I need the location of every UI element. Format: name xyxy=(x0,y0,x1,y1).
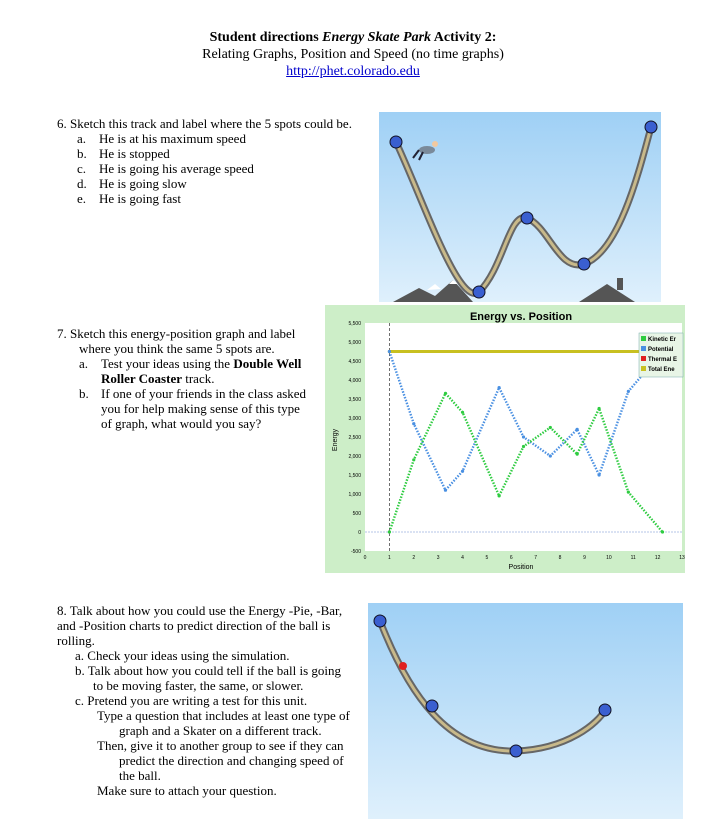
q7-item-b: b. If one of your friends in the class asked xyxy=(79,386,307,401)
track-node[interactable] xyxy=(521,212,533,224)
q8-give-line-cont2: the ball. xyxy=(119,768,161,783)
y-axis-label: Energy xyxy=(332,428,339,452)
double-well-track-image xyxy=(379,112,661,302)
track-node[interactable] xyxy=(374,615,386,627)
series-kinetic-point xyxy=(627,491,630,494)
energy-position-chart xyxy=(325,305,685,573)
q6-item-a: a. He is at his maximum speed xyxy=(77,131,246,146)
q7-item-b-cont1: you for help making sense of this type xyxy=(101,401,300,416)
y-tick-label: 0 xyxy=(358,530,361,536)
q8-item-a: a. Check your ideas using the simulation. xyxy=(75,648,290,663)
q8-line1: 8. Talk about how you could use the Energy -Pie, -Bar, xyxy=(57,603,343,618)
q6-item-e: e. He is going fast xyxy=(77,191,181,206)
q6-item-c: c. He is going his average speed xyxy=(77,161,254,176)
track-node[interactable] xyxy=(426,700,438,712)
track-node[interactable] xyxy=(390,136,402,148)
track-node[interactable] xyxy=(599,704,611,716)
series-potential-point xyxy=(597,473,600,476)
q7-item-b-cont2: of graph, what would you say? xyxy=(101,416,262,431)
x-tick-label: 7 xyxy=(534,555,538,561)
x-tick-label: 6 xyxy=(509,555,513,561)
x-tick-label: 13 xyxy=(679,555,685,561)
y-tick-label: -500 xyxy=(350,549,361,555)
series-potential-point xyxy=(522,435,525,438)
x-tick-label: 2 xyxy=(412,555,416,561)
track-node[interactable] xyxy=(578,258,590,270)
title-prefix: Student directions xyxy=(209,30,323,45)
q8-item-c: c. Pretend you are writing a test for this unit. xyxy=(75,693,308,708)
question-8 xyxy=(57,603,367,798)
series-kinetic-point xyxy=(444,392,447,395)
y-tick-label: 3,500 xyxy=(348,397,361,403)
y-tick-label: 5,500 xyxy=(348,321,361,327)
x-axis-label: Position xyxy=(508,564,534,571)
question-7 xyxy=(57,326,322,431)
x-tick-label: 8 xyxy=(558,555,562,561)
phet-link[interactable]: http://phet.colorado.edu xyxy=(286,64,420,79)
series-potential-point xyxy=(498,386,501,389)
legend-total-swatch[interactable] xyxy=(641,366,646,371)
q6-prompt: 6. Sketch this track and label where the 5 spots could be. xyxy=(57,116,352,131)
q6-item-b: b. He is stopped xyxy=(77,146,170,161)
y-tick-label: 2,000 xyxy=(348,454,361,460)
q7-line1: 7. Sketch this energy-position graph and label xyxy=(57,326,296,341)
x-tick-label: 5 xyxy=(485,555,489,561)
series-potential-point xyxy=(444,489,447,492)
y-tick-label: 1,000 xyxy=(348,492,361,498)
x-tick-label: 1 xyxy=(387,555,391,561)
q8-item-b-cont: to be moving faster, the same, or slower. xyxy=(93,678,304,693)
x-tick-label: 11 xyxy=(630,555,636,561)
x-tick-label: 9 xyxy=(583,555,586,561)
track-node[interactable] xyxy=(645,121,657,133)
series-kinetic-point xyxy=(412,458,415,461)
track-node[interactable] xyxy=(510,745,522,757)
title-suffix: Activity 2: xyxy=(431,30,497,45)
x-tick-label: 3 xyxy=(436,555,440,561)
track-node[interactable] xyxy=(473,286,485,298)
x-tick-label: 10 xyxy=(606,555,612,561)
ball[interactable] xyxy=(399,662,407,670)
series-kinetic-point xyxy=(388,530,391,533)
series-kinetic-point xyxy=(597,407,600,410)
y-tick-label: 4,000 xyxy=(348,378,361,384)
series-potential-point xyxy=(549,454,552,457)
x-tick-label: 0 xyxy=(363,555,367,561)
legend-potential-label: Potential xyxy=(648,347,674,353)
y-tick-label: 5,000 xyxy=(348,340,361,346)
q7-line2: where you think the same 5 spots are. xyxy=(79,341,275,356)
u-track-image xyxy=(368,603,683,819)
series-potential-point xyxy=(388,350,391,353)
title-italic: Energy Skate Park xyxy=(322,30,432,45)
series-kinetic-point xyxy=(498,494,501,497)
legend-kinetic-swatch[interactable] xyxy=(641,336,646,341)
legend-potential-swatch[interactable] xyxy=(641,346,646,351)
series-kinetic-point xyxy=(576,453,579,456)
series-kinetic-point xyxy=(522,445,525,448)
chart-legend xyxy=(639,333,683,377)
q8-item-b: b. Talk about how you could tell if the ball is going xyxy=(75,663,342,678)
q7-item-a: a. Test your ideas using the Double Well xyxy=(79,356,302,371)
doc-title xyxy=(0,30,706,46)
q8-give-line: Then, give it to another group to see if they can xyxy=(97,738,344,753)
series-kinetic-point xyxy=(661,530,664,533)
series-potential-point xyxy=(461,470,464,473)
q8-give-line-cont1: predict the direction and changing speed of xyxy=(119,753,344,768)
q8-type-line-cont: graph and a Skater on a different track. xyxy=(119,723,322,738)
sky-background xyxy=(368,603,683,819)
q8-line2: and -Position charts to predict direction of the ball is xyxy=(57,618,331,633)
y-tick-label: 4,500 xyxy=(348,359,361,365)
legend-thermal-swatch[interactable] xyxy=(641,356,646,361)
doc-subtitle: Relating Graphs, Position and Speed (no time graphs) xyxy=(202,47,504,62)
y-tick-label: 1,500 xyxy=(348,473,361,479)
q7-item-a-cont: Roller Coaster track. xyxy=(101,371,215,386)
doc-url-row xyxy=(0,64,706,80)
x-tick-label: 4 xyxy=(461,555,464,561)
series-potential-point xyxy=(412,422,415,425)
y-tick-label: 2,500 xyxy=(348,435,361,441)
series-kinetic-point xyxy=(461,411,464,414)
x-tick-label: 12 xyxy=(654,555,661,561)
legend-total-label: Total Ene xyxy=(648,367,675,373)
y-tick-label: 3,000 xyxy=(348,416,361,422)
q8-line3: rolling. xyxy=(57,633,95,648)
q8-attach-line: Make sure to attach your question. xyxy=(97,783,277,798)
chart-title: Energy vs. Position xyxy=(469,311,573,323)
series-potential-point xyxy=(627,390,630,393)
legend-thermal-label: Thermal E xyxy=(648,357,678,363)
question-6 xyxy=(57,116,377,206)
q6-item-d: d. He is going slow xyxy=(77,176,187,191)
series-potential-point xyxy=(576,428,579,431)
legend-kinetic-label: Kinetic Er xyxy=(648,337,677,343)
q8-type-line: Type a question that includes at least one type of xyxy=(97,708,350,723)
series-kinetic-point xyxy=(549,426,552,429)
y-tick-label: 500 xyxy=(352,511,361,517)
